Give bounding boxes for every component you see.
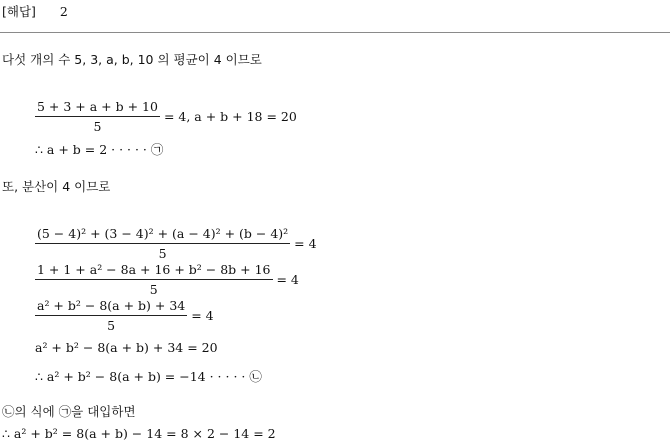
variance-fraction-1: [35, 226, 290, 261]
variance-fraction-1-denominator: 5: [158, 246, 167, 261]
variance-fraction-3-denominator: 5: [107, 318, 116, 333]
final-result: ∴ a² + b² = 8(a + b) − 14 = 8 × 2 − 14 = 2: [2, 426, 276, 441]
answer-header: [2, 2, 68, 20]
variance-line-3-tail: = 4: [191, 308, 214, 323]
mean-fraction: [35, 99, 160, 134]
variance-intro: 또, 분산이 4 이므로: [2, 179, 111, 194]
mean-fraction-numerator: 5 + 3 + a + b + 10: [35, 99, 160, 117]
header-divider: [0, 32, 670, 33]
variance-line-3: [35, 298, 214, 333]
mean-equation: [35, 99, 297, 134]
variance-line-1: [35, 226, 317, 261]
answer-value: 2: [59, 4, 68, 19]
variance-line-2-tail: = 4: [276, 272, 299, 287]
variance-fraction-1-numerator: (5 − 4)² + (3 − 4)² + (a − 4)² + (b − 4)²: [35, 226, 290, 244]
variance-line-2: [35, 262, 299, 297]
mean-conclusion: ∴ a + b = 2 · · · · · ㉠: [35, 142, 164, 157]
mean-equation-tail: = 4, a + b + 18 = 20: [163, 109, 297, 124]
variance-line-4: a² + b² − 8(a + b) + 34 = 20: [35, 340, 218, 355]
variance-line-1-tail: = 4: [294, 236, 317, 251]
intro-sentence: 다섯 개의 수 5, 3, a, b, 10 의 평균이 4 이므로: [2, 52, 262, 67]
variance-fraction-2-numerator: 1 + 1 + a² − 8a + 16 + b² − 8b + 16: [35, 262, 273, 280]
variance-fraction-2-denominator: 5: [149, 282, 158, 297]
mean-fraction-denominator: 5: [93, 119, 102, 134]
variance-fraction-3-numerator: a² + b² − 8(a + b) + 34: [35, 298, 187, 316]
variance-line-5: ∴ a² + b² − 8(a + b) = −14 · · · · · ㉡: [35, 369, 262, 384]
substitution-sentence: ㉡의 식에 ㉠을 대입하면: [2, 404, 136, 419]
answer-label: [해답]: [2, 4, 36, 19]
variance-fraction-3: [35, 298, 187, 333]
variance-fraction-2: [35, 262, 273, 297]
